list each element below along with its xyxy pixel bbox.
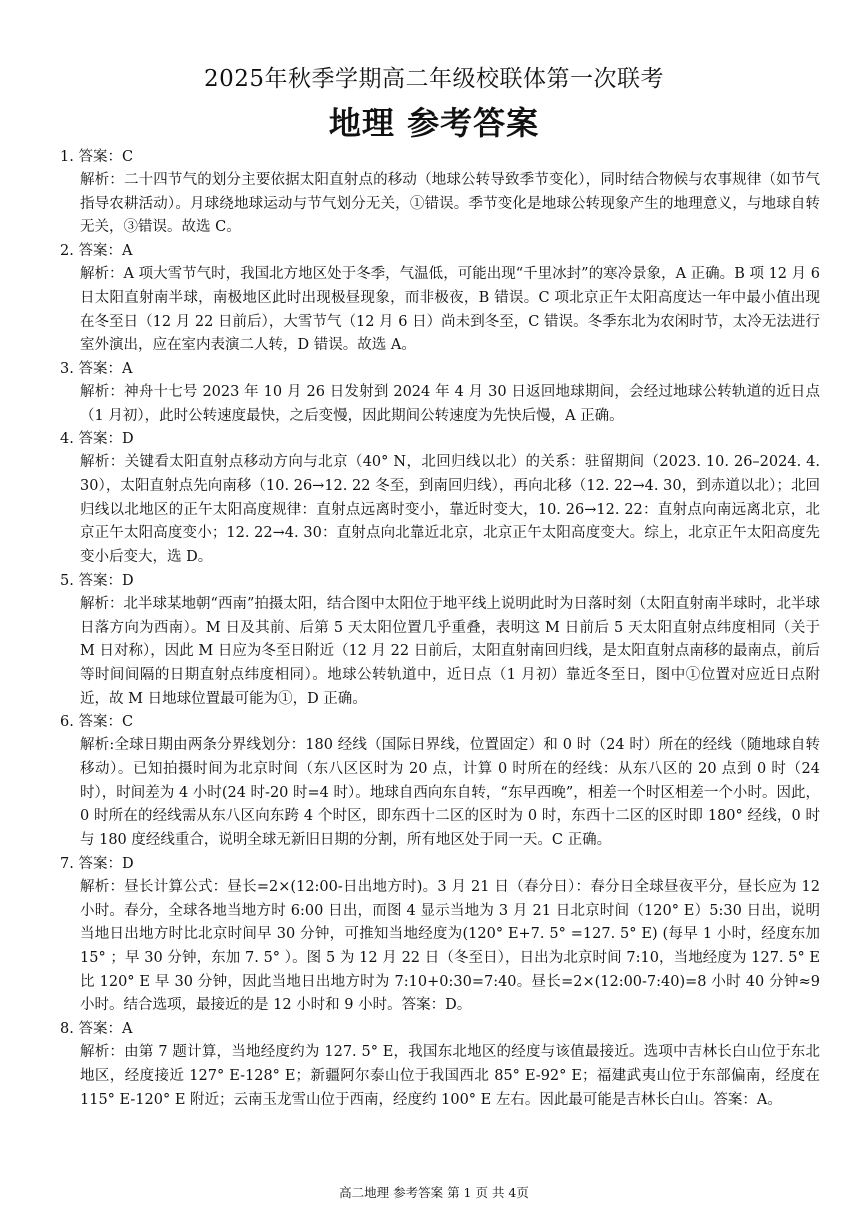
- answer-content: [60, 146, 820, 1112]
- question-answer: 5. 答案：D: [60, 572, 134, 589]
- question-explanation: 解析:全球日期由两条分界线划分：180 经线（国际日界线，位置固定）和 0 时（24 时）所在的经线（随地球自转移动）。已知拍摄时间为北京时间（东八区区时为 20 点，计算 0 时所在的经线：从东八区的 20 点到 0 时（24 时），时间差为 4 小时(24 时-20 时=4 时）。地球自西向东自转，“东早西晚”，相差一个时区相差一个小时。因此，0 时所在的经线需从东八区向东跨 4 个时区，即东西十二区的区时为 0 时，东西十二区的区时即 180° 经线，0 时与 180 度经线重合，说明全球无新旧日期的分割，所有地区处于同一天。C 正确。: [80, 737, 820, 849]
- question-block-8: [60, 1018, 820, 1112]
- question-answer: 2. 答案：A: [60, 243, 133, 260]
- question-explanation: 解析：神舟十七号 2023 年 10 月 26 日发射到 2024 年 4 月 30 日返回地球期间，会经过地球公转轨道的近日点（1 月初），此时公转速度最快，之后变慢，因此期间公转速度为先快后慢，A 正确。: [80, 383, 820, 424]
- exam-title: 2025年秋季学期高二年级校联体第一次联考: [203, 66, 665, 92]
- question-answer: 3. 答案：A: [60, 360, 133, 377]
- page-footer: 高二地理 参考答案 第 1 页 共 4页: [339, 1185, 529, 1200]
- question-block-5: [60, 570, 820, 712]
- document-subtitle: 地理 参考答案: [328, 104, 540, 142]
- question-answer: 1. 答案：C: [60, 149, 134, 165]
- question-block-7: [60, 853, 820, 1018]
- question-block-1: [60, 146, 820, 240]
- question-explanation: 解析：二十四节气的划分主要依据太阳直射点的移动（地球公转导致季节变化），同时结合物候与农事规律（如节气指导农耕活动）。月球绕地球运动与节气划分无关，①错误。季节变化是地球公转现象产生的地理意义，与地球自转无关，③错误。故选 C。: [80, 172, 820, 236]
- question-answer: 7. 答案：D: [60, 855, 134, 872]
- question-explanation: 解析：昼长计算公式：昼长=2×(12:00-日出地方时)。3 月 21 日（春分日）：春分日全球昼夜平分，昼长应为 12 小时。春分，全球各地当地方时 6:00 日出，而图 4 显示当地为 3 月 21 日北京时间（120° E）5:30 日出，说明当地日出地方时比北京时间早 30 分钟，可推知当地经度为(120° E+7. 5° =127. 5° E) (每早 1 小时，经度东加 15° ；早 30 分钟，东加 7. 5° ）。图 5 为 12 月 22 日（冬至日），日出为北京时间 7:10，当地经度为 127. 5° E 比 120° E 早 30 分钟，因此当地日出地方时为 7:10+0:30=7:40。昼长=2×(12:00-7:40)=8 小时 40 分钟≈9 小时。结合选项，最接近的是 12 小时和 9 小时。答案：D。: [80, 878, 820, 1014]
- question-explanation: 解析：关键看太阳直射点移动方向与北京（40° N，北回归线以北）的关系：驻留期间（2023. 10. 26–2024. 4. 30），太阳直射点先向南移（10. 26→12. 22 冬至，到南回归线），再向北移（12. 22→4. 30，到赤道以北）；北回归线以北地区的正午太阳高度规律：直射点远离时变小，靠近时变大，10. 26→12. 22：直射点向南远离北京，北京正午太阳高度变小；12. 22→4. 30：直射点向北靠近北京，北京正午太阳高度变大。综上，北京正午太阳高度先变小后变大，选 D。: [80, 454, 820, 566]
- question-block-4: [60, 428, 820, 570]
- question-block-2: [60, 240, 820, 358]
- question-answer: 6. 答案：C: [60, 714, 134, 731]
- question-explanation: 解析：由第 7 题计算，当地经度约为 127. 5° E，我国东北地区的经度与该值最接近。选项中吉林长白山位于东北地区，经度接近 127° E-128° E；新疆阿尔泰山位于我国西北 85° E-92° E；福建武夷山位于东部偏南，经度在 115° E-120° E 附近；云南玉龙雪山位于西南，经度约 100° E 左右。因此最可能是吉林长白山。答案：A。: [80, 1044, 820, 1108]
- question-explanation: 解析：A 项大雪节气时，我国北方地区处于冬季，气温低，可能出现“千里冰封”的寒冷景象，A 正确。B 项 12 月 6 日太阳直射南半球，南极地区此时出现极昼现象，而非极夜，B 错误。C 项北京正午太阳高度达一年中最小值出现在冬至日（12 月 22 日前后），大雪节气（12 月 6 日）尚未到冬至，C 错误。冬季东北为农闲时节，太冷无法进行室外演出，应在室内表演二人转，D 错误。故选 A。: [80, 266, 820, 354]
- question-block-3: [60, 358, 820, 428]
- question-explanation: 解析：北半球某地朝“西南”拍摄太阳，结合图中太阳位于地平线上说明此时为日落时刻（太阳直射南半球时，北半球日落方向为西南）。M 日及其前、后第 5 天太阳位置几乎重叠，表明这 M 日前后 5 天太阳直射点纬度相同（关于 M 日对称），因此 M 日应为冬至日附近（12 月 22 日前后，太阳直射南回归线，是太阳直射点南移的最南点，前后等时间间隔的日期直射点纬度相同）。地球公转轨道中，近日点（1 月初）靠近冬至日，图中①位置对应近日点附近，故 M 日地球位置最可能为①，D 正确。: [80, 595, 820, 707]
- question-answer: 8. 答案：A: [60, 1021, 133, 1038]
- question-block-6: [60, 711, 820, 853]
- question-answer: 4. 答案：D: [60, 431, 134, 448]
